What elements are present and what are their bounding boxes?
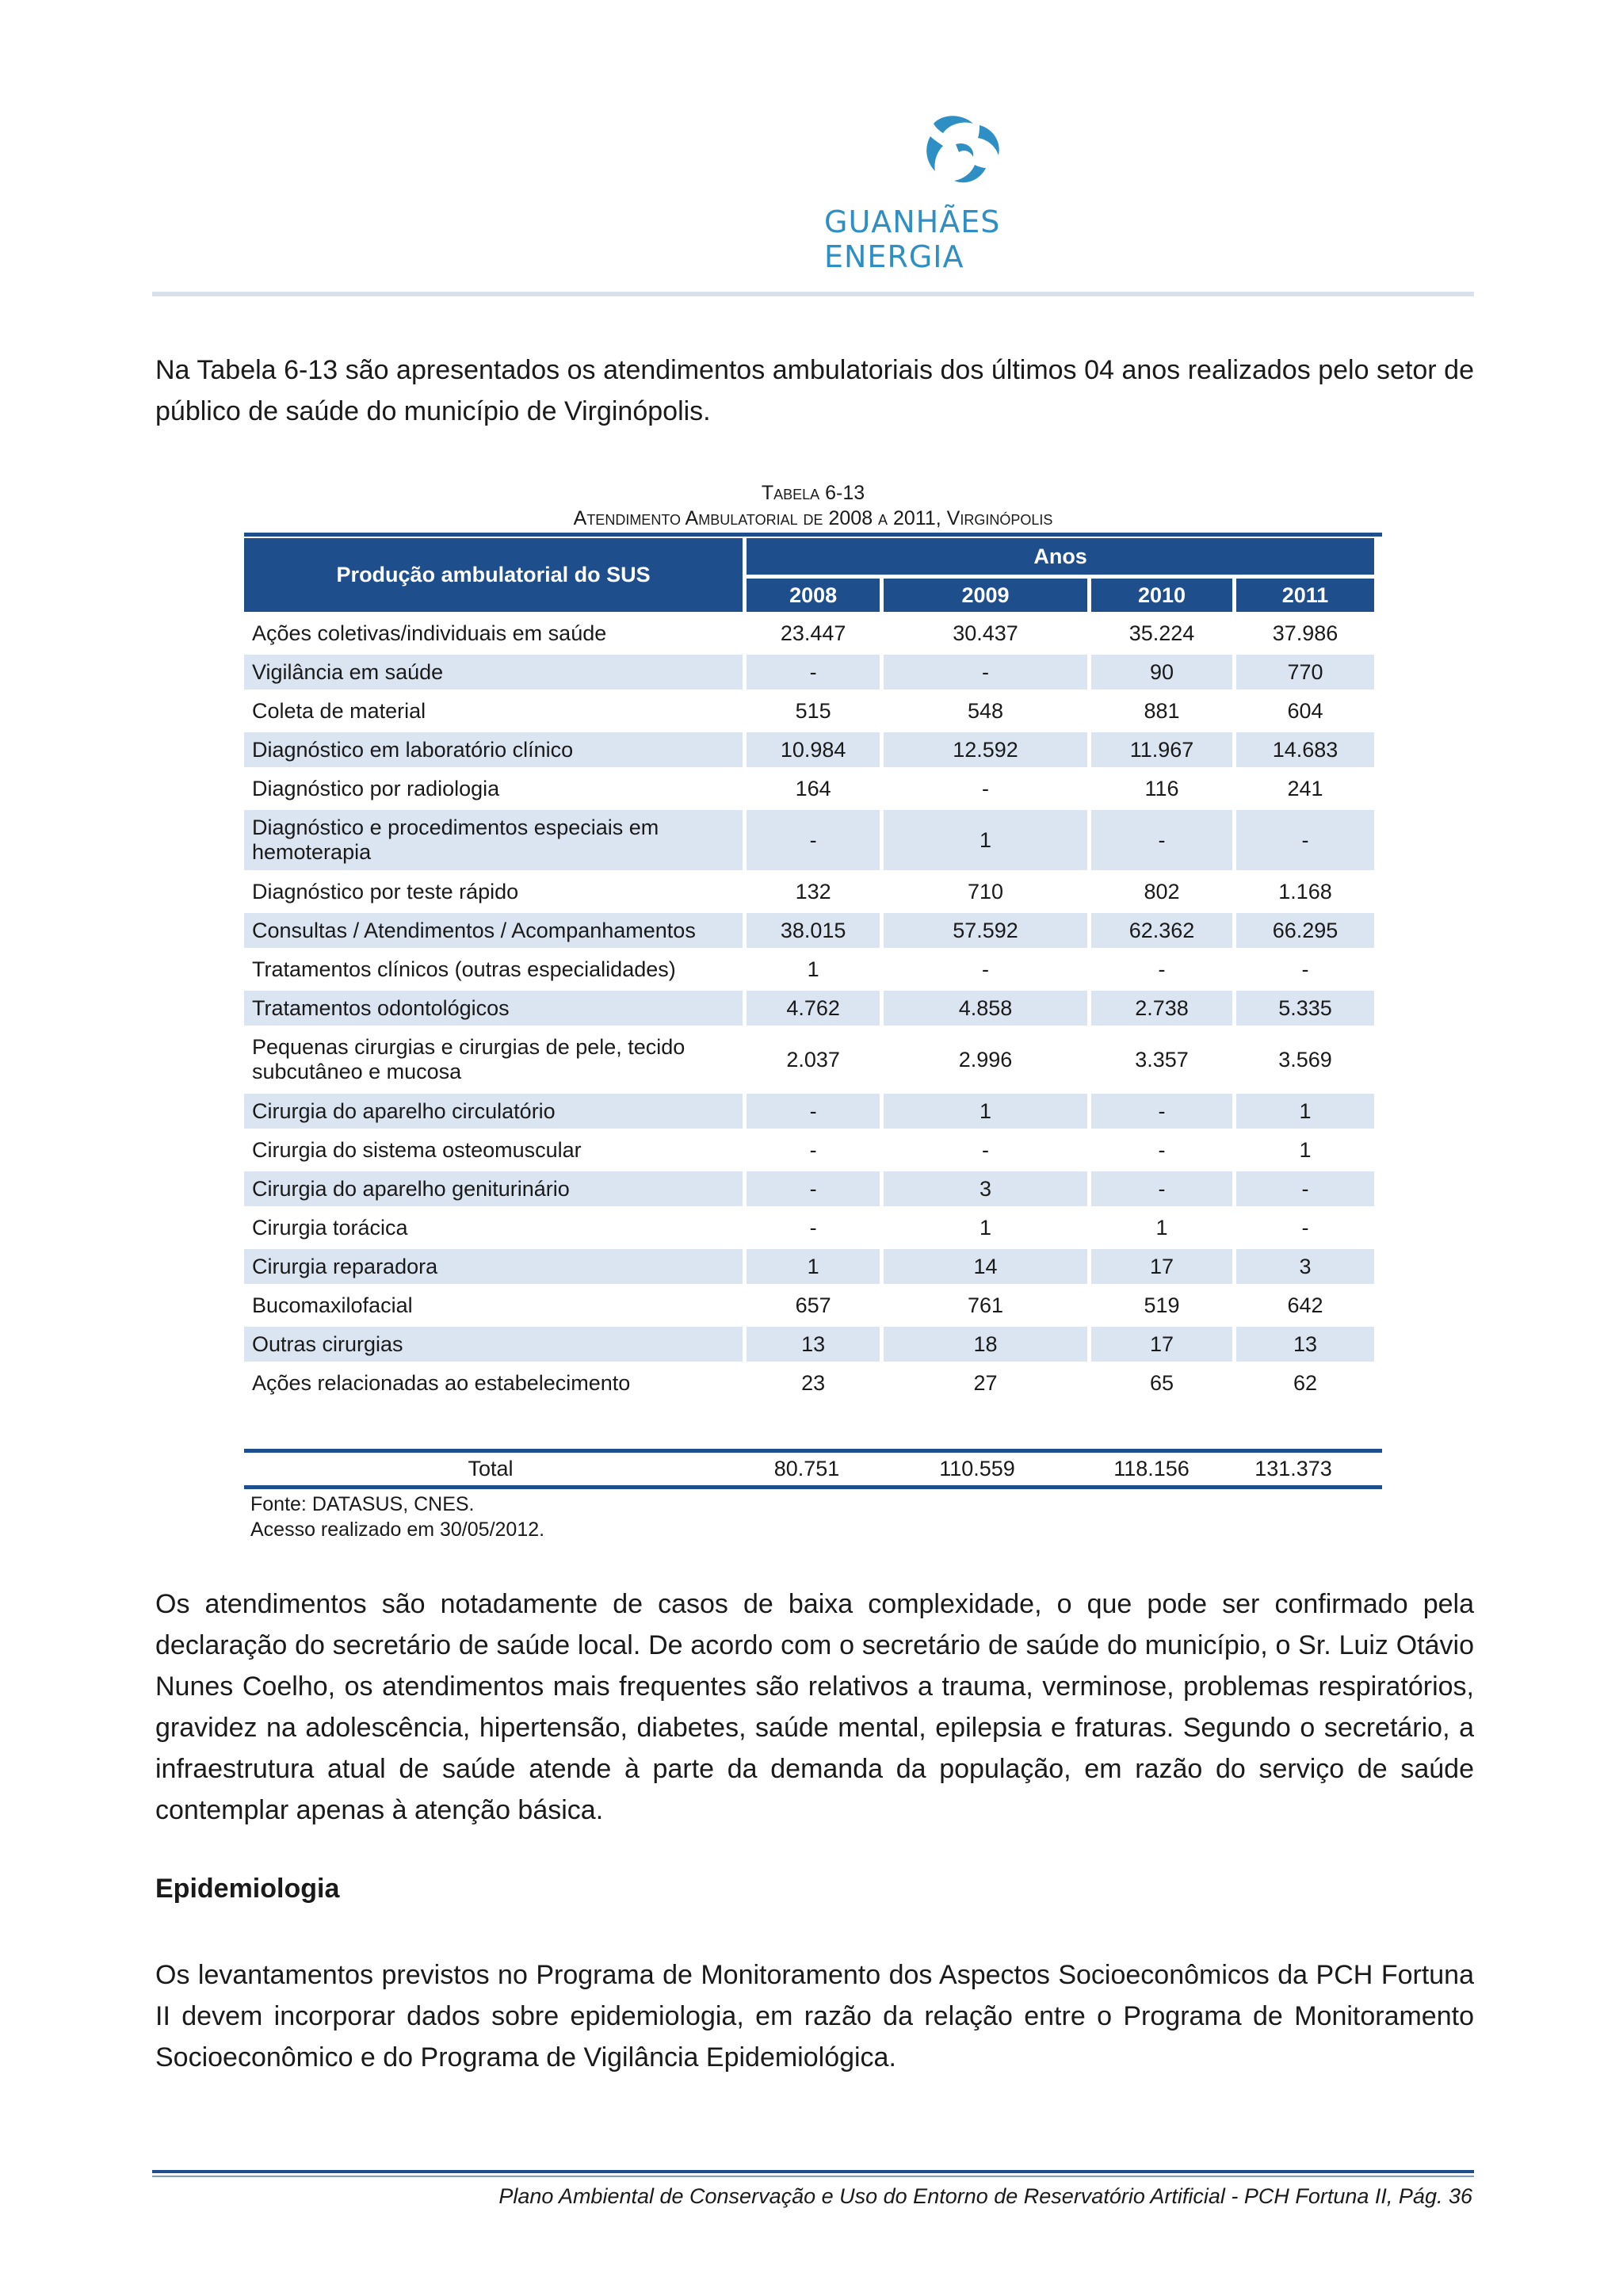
cell-value: - bbox=[982, 776, 990, 800]
row-label: Coleta de material bbox=[252, 698, 426, 723]
cell-value: 38.015 bbox=[747, 913, 880, 948]
cell-value: 1.168 bbox=[1278, 879, 1332, 904]
section-heading: Epidemiologia bbox=[155, 1874, 340, 1904]
row-label: Diagnóstico em laboratório clínico bbox=[244, 732, 743, 767]
cell-value: 35.224 bbox=[1128, 621, 1195, 645]
cell-value: 1 bbox=[747, 1249, 880, 1284]
table-row bbox=[244, 1094, 1374, 1129]
table-row bbox=[244, 1288, 1374, 1323]
row-label: Ações relacionadas ao estabelecimento bbox=[252, 1370, 631, 1395]
source-line: Fonte: DATASUS, CNES. bbox=[250, 1493, 475, 1515]
cell-value: 802 bbox=[1144, 879, 1180, 904]
table-caption bbox=[244, 480, 1382, 531]
table-row bbox=[244, 693, 1374, 728]
year-header: 2010 bbox=[1091, 579, 1232, 612]
cell-value: 14 bbox=[884, 1249, 1087, 1284]
row-label: Tratamentos clínicos (outras especialidades) bbox=[252, 957, 676, 981]
header-divider bbox=[152, 292, 1474, 296]
table-row bbox=[244, 1210, 1374, 1245]
cell-value: 2.037 bbox=[786, 1047, 840, 1072]
cell-value: - bbox=[982, 1137, 990, 1162]
table-row bbox=[244, 810, 1374, 870]
table-row bbox=[244, 1327, 1374, 1362]
cell-value: - bbox=[747, 1094, 880, 1129]
cell-value: 37.986 bbox=[1272, 621, 1338, 645]
cell-value: 770 bbox=[1236, 655, 1374, 690]
intro-paragraph: Na Tabela 6-13 são apresentados os atendimentos ambulatoriais dos últimos 04 anos realizados pelo setor de público de saúde do município de Virginópolis. bbox=[155, 355, 1474, 426]
cell-value: - bbox=[1158, 1137, 1166, 1162]
body-paragraph: Os levantamentos previstos no Programa de Monitoramento dos Aspectos Socioeconômicos da PCH Fortuna II devem incorporar dados sobre epidemiologia, em razão da relação entre o Programa de Monitoramento Socioeconômico e do Programa de Vigilância Epidemiológica. bbox=[155, 1960, 1474, 2073]
cell-value: 3.357 bbox=[1135, 1047, 1189, 1072]
total-value: 80.751 bbox=[773, 1457, 840, 1480]
row-label: Cirurgia do aparelho geniturinário bbox=[244, 1171, 743, 1206]
cell-value: 2.738 bbox=[1091, 991, 1232, 1026]
row-label: Outras cirurgias bbox=[244, 1327, 743, 1362]
row-label: Consultas / Atendimentos / Acompanhamentos bbox=[244, 913, 743, 948]
cell-value: 13 bbox=[1236, 1327, 1374, 1362]
cell-value: 12.592 bbox=[884, 732, 1087, 767]
year-header: 2011 bbox=[1236, 579, 1374, 612]
footer-divider-thin bbox=[152, 2176, 1474, 2177]
total-value: 131.373 bbox=[1254, 1457, 1332, 1480]
cell-value: - bbox=[1236, 1171, 1374, 1206]
cell-value: 4.858 bbox=[884, 991, 1087, 1026]
cell-value: 1 bbox=[807, 957, 819, 981]
cell-value: 17 bbox=[1091, 1249, 1232, 1284]
row-label: Cirurgia reparadora bbox=[244, 1249, 743, 1284]
cell-value: 4.762 bbox=[747, 991, 880, 1026]
cell-value: 657 bbox=[795, 1293, 831, 1317]
cell-value: - bbox=[1091, 810, 1232, 870]
cell-value: 2.996 bbox=[958, 1047, 1013, 1072]
table-total-row bbox=[244, 1455, 1382, 1485]
table-number: Tabela 6-13 bbox=[761, 482, 865, 504]
cell-value: 23 bbox=[801, 1370, 826, 1395]
cell-value: 710 bbox=[967, 879, 1004, 904]
cell-value: 1 bbox=[884, 1094, 1087, 1129]
cell-value: 132 bbox=[795, 879, 831, 904]
cell-value: 5.335 bbox=[1236, 991, 1374, 1026]
cell-value: 10.984 bbox=[747, 732, 880, 767]
body-paragraph: Os atendimentos são notadamente de casos de baixa complexidade, o que pode ser confirmado pela declaração do secretário de saúde local. De acordo com o secretário de saúde do município, o Sr. Luiz Otávio Nunes Coelho, os atendimentos mais frequentes são relativos a trauma, verminose, problemas respiratórios, gravidez na adolescência, hipertensão, diabetes, saúde mental, epilepsia e fraturas. Segundo o secretário, a infraestrutura atual de saúde atende à parte da demanda da população, em razão do serviço de saúde contemplar apenas à atenção básica. bbox=[155, 1589, 1474, 1825]
cell-value: 17 bbox=[1091, 1327, 1232, 1362]
table-row bbox=[244, 913, 1374, 948]
cell-value: - bbox=[1158, 957, 1166, 981]
row-label: Cirurgia do aparelho circulatório bbox=[244, 1094, 743, 1129]
row-label: Cirurgia do sistema osteomuscular bbox=[252, 1137, 582, 1162]
cell-value: 548 bbox=[967, 698, 1004, 723]
cell-value: 1 bbox=[980, 1215, 992, 1240]
table-row bbox=[244, 616, 1374, 651]
table-total-border bbox=[244, 1449, 1382, 1453]
cell-value: 515 bbox=[795, 698, 831, 723]
cell-value: - bbox=[1091, 1171, 1232, 1206]
table-row bbox=[244, 1030, 1374, 1090]
cell-value: - bbox=[1236, 810, 1374, 870]
row-label: Diagnóstico por teste rápido bbox=[252, 879, 519, 904]
ambulatorial-table bbox=[240, 534, 1378, 1404]
cell-value: - bbox=[884, 655, 1087, 690]
footer-divider bbox=[152, 2170, 1474, 2173]
table-row bbox=[244, 874, 1374, 909]
cell-value: - bbox=[809, 1137, 817, 1162]
row-label: Vigilância em saúde bbox=[244, 655, 743, 690]
cell-value: 3 bbox=[1236, 1249, 1374, 1284]
cell-value: 57.592 bbox=[884, 913, 1087, 948]
cell-value: 13 bbox=[747, 1327, 880, 1362]
cell-value: - bbox=[747, 1171, 880, 1206]
row-label: Ações coletivas/individuais em saúde bbox=[252, 621, 607, 645]
cell-value: 14.683 bbox=[1236, 732, 1374, 767]
cell-value: - bbox=[1301, 957, 1309, 981]
cell-value: 11.967 bbox=[1091, 732, 1232, 767]
year-header: 2009 bbox=[884, 579, 1087, 612]
cell-value: 881 bbox=[1144, 698, 1180, 723]
cell-value: 519 bbox=[1144, 1293, 1180, 1317]
cell-value: - bbox=[1301, 1215, 1309, 1240]
group-header-anos: Anos bbox=[747, 538, 1374, 575]
row-label: Pequenas cirurgias e cirurgias de pele, tecido subcutâneo e mucosa bbox=[252, 1035, 685, 1083]
page-footer: Plano Ambiental de Conservação e Uso do Entorno de Reservatório Artificial - PCH Fortuna II, Pág. 36 bbox=[498, 2184, 1472, 2208]
cell-value: 65 bbox=[1149, 1370, 1174, 1395]
cell-value: - bbox=[982, 957, 990, 981]
row-header: Produção ambulatorial do SUS bbox=[244, 538, 743, 612]
cell-value: - bbox=[809, 1215, 817, 1240]
cell-value: 761 bbox=[967, 1293, 1004, 1317]
cell-value: 62 bbox=[1293, 1370, 1318, 1395]
table-title: Atendimento Ambulatorial de 2008 a 2011, Virginópolis bbox=[573, 507, 1053, 529]
cell-value: 604 bbox=[1287, 698, 1323, 723]
cell-value: 3 bbox=[884, 1171, 1087, 1206]
year-header: 2008 bbox=[747, 579, 880, 612]
table-row bbox=[244, 991, 1374, 1026]
cell-value: - bbox=[747, 810, 880, 870]
cell-value: 62.362 bbox=[1091, 913, 1232, 948]
cell-value: 27 bbox=[973, 1370, 998, 1395]
cell-value: 1 bbox=[884, 810, 1087, 870]
table-row bbox=[244, 1366, 1374, 1400]
total-label: Total bbox=[468, 1457, 514, 1480]
row-label: Bucomaxilofacial bbox=[252, 1293, 413, 1317]
cell-value: 23.447 bbox=[780, 621, 846, 645]
cell-value: 1 bbox=[1299, 1137, 1312, 1162]
table-row bbox=[244, 732, 1374, 767]
cell-value: 90 bbox=[1091, 655, 1232, 690]
cell-value: 66.295 bbox=[1236, 913, 1374, 948]
cell-value: 30.437 bbox=[953, 621, 1018, 645]
logo-text: GUANHÃES ENERGIA bbox=[824, 204, 1001, 274]
total-value: 118.156 bbox=[1113, 1457, 1190, 1480]
row-label: Cirurgia torácica bbox=[252, 1215, 408, 1240]
total-value: 110.559 bbox=[939, 1457, 1015, 1480]
cell-value: 164 bbox=[795, 776, 831, 800]
row-label: Tratamentos odontológicos bbox=[244, 991, 743, 1026]
table-row bbox=[244, 771, 1374, 806]
table-row bbox=[244, 1249, 1374, 1284]
cell-value: - bbox=[747, 655, 880, 690]
cell-value: 3.569 bbox=[1278, 1047, 1332, 1072]
table-row bbox=[244, 952, 1374, 987]
table-bottom-border bbox=[244, 1485, 1382, 1489]
row-label: Diagnóstico por radiologia bbox=[252, 776, 500, 800]
cell-value: 1 bbox=[1155, 1215, 1168, 1240]
access-date-line: Acesso realizado em 30/05/2012. bbox=[250, 1519, 545, 1541]
table-row bbox=[244, 1133, 1374, 1167]
cell-value: 18 bbox=[884, 1327, 1087, 1362]
table-row bbox=[244, 655, 1374, 690]
row-label: Diagnóstico e procedimentos especiais em hemoterapia bbox=[244, 810, 743, 870]
cell-value: 642 bbox=[1287, 1293, 1323, 1317]
table-source bbox=[250, 1492, 544, 1542]
cell-value: 116 bbox=[1144, 776, 1179, 800]
cell-value: 1 bbox=[1236, 1094, 1374, 1129]
cell-value: 241 bbox=[1287, 776, 1323, 800]
cell-value: - bbox=[1091, 1094, 1232, 1129]
table-row bbox=[244, 1171, 1374, 1206]
